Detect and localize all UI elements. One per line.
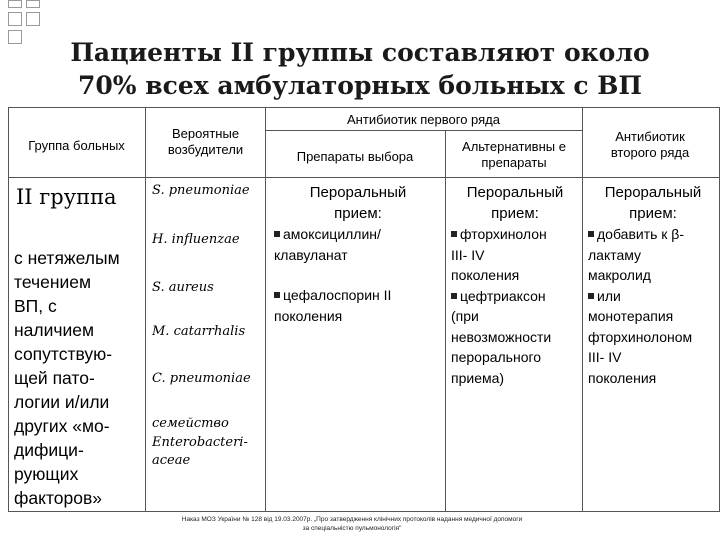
slide-title [40,36,680,102]
alternative-item-2-cont: приема) [451,369,505,386]
header-group: Группа больных [28,138,125,153]
pathogen-item: aceae [152,453,191,468]
title-line-2: 70% всех амбулаторных больных с ВП [78,71,642,100]
second-item-2-cont: монотерапия [588,308,674,324]
group-desc-line: логии и/или [14,392,110,412]
bullet-icon [588,231,594,237]
second-line-cell [588,183,718,388]
group-name: II группа [16,185,117,209]
second-item-1: добавить к β- [597,226,685,242]
second-item-2-cont: фторхинолоном [588,328,693,345]
second-item-1-cont: макролид [588,267,651,283]
second-head: прием: [629,204,677,222]
alternative-item-1-cont: III- IV [451,246,485,263]
footnote-line-2: за спеціальністю пульмонологія" [302,525,402,532]
group-desc-line: с нетяжелым [14,248,120,268]
choice-item-2-cont: поколения [274,307,343,324]
pathogen-item: C. pneumoniae [152,371,251,386]
group-desc-line: сопутствую- [14,344,113,364]
pathogen-item: S. aureus [152,280,214,295]
group-desc-line: ВП, с [14,296,57,316]
footnote-line-1: Наказ МОЗ України № 128 від 19.03.2007р. „Про затвердження клінічних протоколів надання медичної допомоги [181,516,523,523]
header-alternative: Альтернативны е препараты [462,139,566,170]
header-first-line: Антибиотик первого ряда [347,112,500,127]
pathogen-item: семейство [152,416,229,431]
bullet-icon [451,293,457,299]
alternative-cell [451,183,579,388]
header-choice: Препараты выбора [296,149,414,164]
alternative-item-2-cont: (при [451,308,479,324]
header-second-line: Антибиотик второго ряда [610,129,690,160]
second-item-2-cont: III- IV [588,349,622,365]
choice-item-1: амоксициллин/ [283,226,381,242]
second-head: Пероральный [604,184,702,201]
group-desc-line: рующих [14,464,79,484]
choice-head: Пероральный [309,184,407,201]
second-item-2: или [597,287,621,304]
alternative-head: Пероральный [466,184,564,201]
bullet-icon [274,231,280,237]
header-pathogens: Вероятные возбудители [167,126,244,157]
group-desc-line: наличием [14,320,95,340]
pathogen-item: M. catarrhalis [152,324,246,339]
second-item-2-cont: поколения [588,369,657,386]
choice-item-2: цефалоспорин II [283,287,392,303]
alternative-item-2: цефтриаксон [460,287,546,304]
group-desc-line: дифици- [14,440,84,460]
alternative-item-2-cont: перорального [451,349,542,365]
group-desc-line: щей пато- [14,368,95,388]
pathogen-item: Enterobacteri- [152,435,248,450]
alternative-head: прием: [491,204,539,222]
source-footnote [112,515,592,533]
second-item-1-cont: лактаму [588,246,642,263]
choice-head: прием: [334,204,382,222]
alternative-item-1-cont: поколения [451,267,520,283]
alternative-item-2-cont: невозможности [451,328,552,345]
bullet-icon [451,231,457,237]
pathogen-item: H. influenzae [152,232,240,247]
title-line-1: Пациенты II группы составляют около [70,38,650,67]
alternative-item-1: фторхинолон [460,226,547,242]
group-desc-line: течением [14,272,92,292]
group-desc-line: факторов» [14,488,103,508]
choice-cell [274,183,442,326]
pathogen-item: S. pneumoniae [152,183,250,198]
choice-item-1-cont: клавуланат [274,246,348,263]
bullet-icon [588,293,594,299]
group-description [14,246,146,510]
bullet-icon [274,292,280,298]
group-desc-line: других «мо- [14,416,110,436]
